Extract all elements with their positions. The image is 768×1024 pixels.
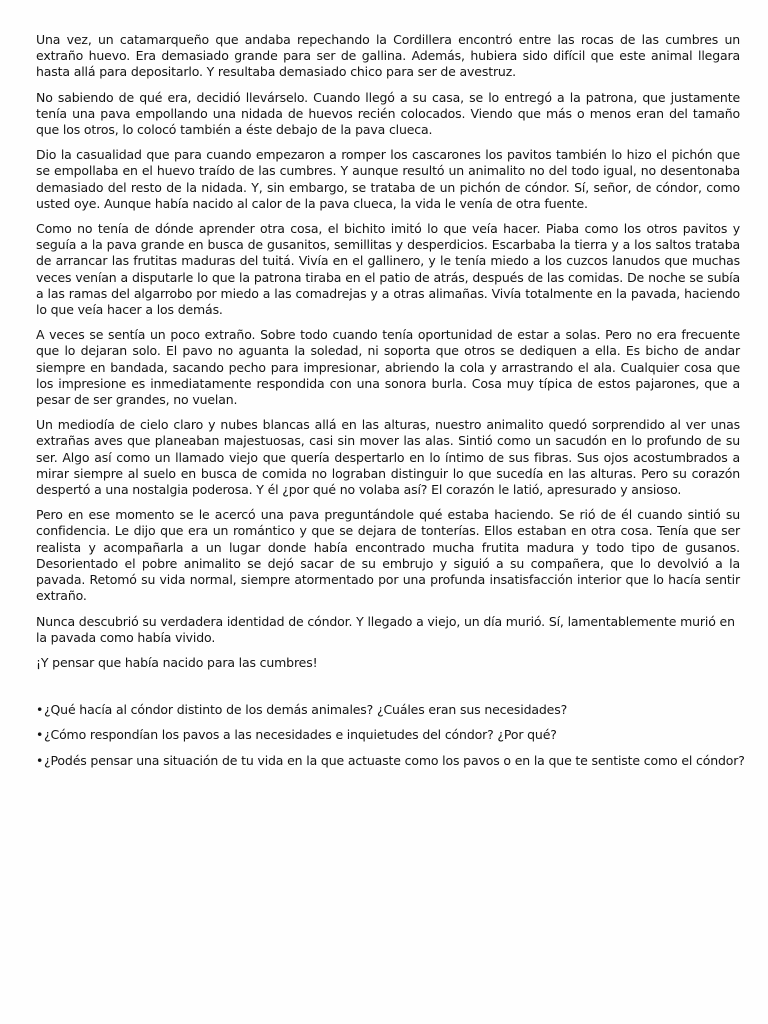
section-gap [36, 680, 740, 702]
question-list [36, 702, 745, 769]
paragraph-3: Dio la casualidad que para cuando empezaron a romper los cascarones los pavitos también lo hizo el pichón que se empollaba en el huevo traído de las cumbres. Y aunque resultó un animalito no del todo igual, no desentonaba demasiado del resto de la nidada. Y, sin embargo, se trataba de un pichón de cóndor. Sí, señor, de cóndor, como usted oye. Aunque había nacido al calor de la pava clueca, la vida le venía de otra fuente. [36, 147, 740, 211]
closing-line: ¡Y pensar que había nacido para las cumbres! [36, 654, 318, 670]
paragraph-6: Un mediodía de cielo claro y nubes blancas allá en las alturas, nuestro animalito quedó sorprendido al ver unas extrañas aves que planeaban majestuosas, casi sin mover las alas. Sintió como un sacudón en lo profundo de su ser. Algo así como un llamado viejo que quería despertarlo en lo íntimo de sus fibras. Sus ojos acostumbrados a mirar siempre al suelo en busca de comida no lograban distinguir lo que sucedía en las alturas. Pero su corazón despertó a una nostalgia poderosa. Y él ¿por qué no volaba así? El corazón le latió, apresurado y ansioso. [36, 417, 740, 498]
question-text: ¿Cómo respondían los pavos a las necesidades e inquietudes del cóndor? ¿Por qué? [44, 727, 557, 743]
question-item-3 [36, 752, 745, 769]
paragraph-7: Pero en ese momento se le acercó una pava preguntándole qué estaba haciendo. Se rió de él cuando sintió su confidencia. Le dijo que era un romántico y que se dejara de tonterías. Ellos estaban en otra cosa. Tenía que ser realista y acompañarla a un lugar donde había encontrado mucha frutita madura y todo tipo de gusanos. Desorientado el pobre animalito se dejó sacar de su embrujo y siguió a su compañera, que lo devolvió a la pavada. Retomó su vida normal, siempre atormentado por una profunda insatisfacción interior que lo hacía sentir extraño. [36, 507, 740, 604]
bullet-icon: • [36, 702, 44, 718]
question-text: ¿Podés pensar una situación de tu vida en la que actuaste como los pavos o en la que te sentiste como el cóndor? [44, 752, 745, 768]
bullet-icon: • [36, 727, 44, 743]
paragraph-1: Una vez, un catamarqueño que andaba repechando la Cordillera encontró entre las rocas de las cumbres un extraño huevo. Era demasiado grande para ser de gallina. Además, hubiera sido difícil que este animal llegara hasta allá para depositarlo. Y resultaba demasiado chico para ser de avestruz. [36, 32, 740, 80]
document-page [36, 32, 745, 778]
paragraph-2: No sabiendo de qué era, decidió llevárselo. Cuando llegó a su casa, se lo entregó a la patrona, que justamente tenía una pava empollando una nidada de huevos recién colocados. Viendo que más o menos eran del tamaño que los otros, lo colocó también a éste debajo de la pava clueca. [36, 89, 740, 138]
question-text: ¿Qué hacía al cóndor distinto de los demás animales? ¿Cuáles eran sus necesidades? [44, 702, 568, 718]
paragraph-8: Nunca descubrió su verdadera identidad de cóndor. Y llegado a viejo, un día murió. Sí, lamentablemente murió en la pavada como había vivido. [36, 613, 735, 645]
story-text [36, 32, 740, 671]
question-item-1 [36, 702, 740, 718]
paragraph-4: Como no tenía de dónde aprender otra cosa, el bichito imitó lo que veía hacer. Piaba como los otros pavitos y seguía a la pava grande en busca de gusanitos, semillitas y desperdicios. Escarbaba la tierra y a los saltos trataba de arrancar las frutitas maduras del tuitá. Vivía en el gallinero, y le tenía miedo a los cuzcos lanudos que muchas veces venían a disputarle lo que la patrona tiraba en el patio de atrás, después de las comidas. De noche se subía a las ramas del algarrobo por miedo a las comadrejas y a otras alimañas. Vivía totalmente en la pavada, haciendo lo que veía hacer a los demás. [36, 221, 740, 318]
question-item-2 [36, 727, 740, 743]
bullet-icon: • [36, 752, 44, 768]
paragraph-5: A veces se sentía un poco extraño. Sobre todo cuando tenía oportunidad de estar a solas. Pero no era frecuente que lo dejaran solo. El pavo no aguanta la soledad, ni soporta que otros se dediquen a ella. Es bicho de andar siempre en bandada, sacando pecho para impresionar, abriendo la cola y arrastrando el ala. Cualquier cosa que los impresione es inmediatamente respondida con una sonora burla. Cosa muy típica de estos pajarones, que a pesar de ser grandes, no vuelan. [36, 327, 740, 408]
